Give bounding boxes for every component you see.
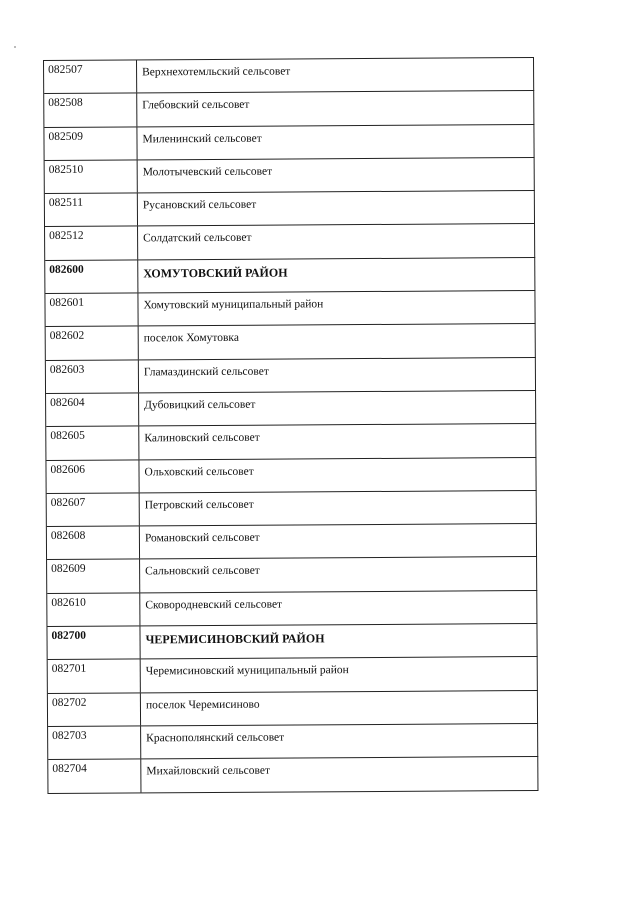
table-row — [44, 125, 534, 161]
code-cell: 082601 — [45, 293, 138, 326]
table-row — [45, 191, 535, 227]
code-cell: 082606 — [46, 460, 139, 493]
name-cell: ХОМУТОВСКИЙ РАЙОН — [143, 265, 288, 281]
name-cell: Ольховский сельсовет — [144, 465, 254, 478]
table-section-row — [45, 258, 535, 294]
code-cell: 082609 — [47, 560, 140, 593]
name-cell: Верхнехотемльский сельсовет — [142, 65, 291, 79]
table-row — [46, 358, 536, 394]
name-cell: Романовский сельсовет — [144, 531, 260, 545]
name-cell: Петровский сельсовет — [144, 498, 254, 512]
table-row — [46, 391, 536, 427]
code-cell: 082702 — [48, 693, 141, 726]
table-row — [48, 657, 538, 693]
table-row — [46, 458, 536, 494]
name-cell: Михайловский сельсовет — [146, 764, 271, 778]
code-cell: 082603 — [46, 360, 139, 393]
code-cell: 082605 — [46, 427, 139, 460]
name-cell: Миленинский сельсовет — [142, 132, 262, 145]
name-cell: Краснополянский сельсовет — [146, 731, 285, 745]
table-row — [46, 424, 536, 460]
code-cell: 082700 — [47, 626, 140, 659]
table-row — [46, 324, 536, 360]
table-row — [48, 691, 538, 727]
table-row — [47, 591, 537, 627]
code-cell: 082604 — [46, 393, 139, 426]
table-section-row — [47, 624, 537, 660]
code-cell: 082507 — [44, 60, 137, 93]
table-row — [45, 224, 535, 260]
name-cell: Калиновский сельсовет — [144, 431, 260, 445]
code-cell: 082608 — [47, 527, 140, 560]
code-cell: 082509 — [44, 127, 137, 160]
name-cell: Хомутовский муниципальный район — [143, 298, 324, 312]
code-cell: 082600 — [45, 260, 138, 293]
table-row — [47, 491, 537, 527]
table-row — [47, 557, 537, 593]
table-row — [45, 291, 535, 327]
table-row — [48, 724, 538, 760]
name-cell: Солдатский сельсовет — [143, 232, 252, 245]
code-cell: 082508 — [44, 94, 137, 127]
name-cell: поселок Хомутовка — [143, 332, 239, 345]
name-cell: Глебовский сельсовет — [142, 99, 250, 112]
table-row — [45, 158, 535, 194]
name-cell: поселок Черемисиново — [145, 698, 260, 712]
table-row — [44, 58, 534, 94]
scan-speck — [14, 46, 16, 48]
name-cell: Дубовицкий сельсовет — [144, 398, 256, 412]
name-cell: Черемисиновский муниципальный район — [145, 664, 349, 678]
table-row — [44, 91, 534, 127]
code-cell: 082704 — [48, 760, 141, 793]
name-cell: Русановский сельсовет — [142, 198, 257, 212]
table-row — [48, 757, 538, 793]
code-cell: 082607 — [47, 493, 140, 526]
code-cell: 082610 — [47, 593, 140, 626]
code-cell: 082512 — [45, 227, 138, 260]
name-cell: Гламаздинский сельсовет — [143, 365, 269, 379]
code-cell: 082701 — [48, 660, 141, 693]
code-cell: 082510 — [45, 160, 138, 193]
name-cell: Молотычевский сельсовет — [142, 165, 273, 179]
codes-table — [43, 57, 538, 794]
name-cell: Сальновский сельсовет — [145, 565, 260, 578]
code-cell: 082602 — [46, 327, 139, 360]
name-cell: ЧЕРЕМИСИНОВСКИЙ РАЙОН — [145, 631, 325, 647]
table-row — [47, 524, 537, 560]
code-cell: 082703 — [48, 726, 141, 759]
name-cell: Сковородневский сельсовет — [145, 598, 283, 612]
code-cell: 082511 — [45, 194, 138, 227]
